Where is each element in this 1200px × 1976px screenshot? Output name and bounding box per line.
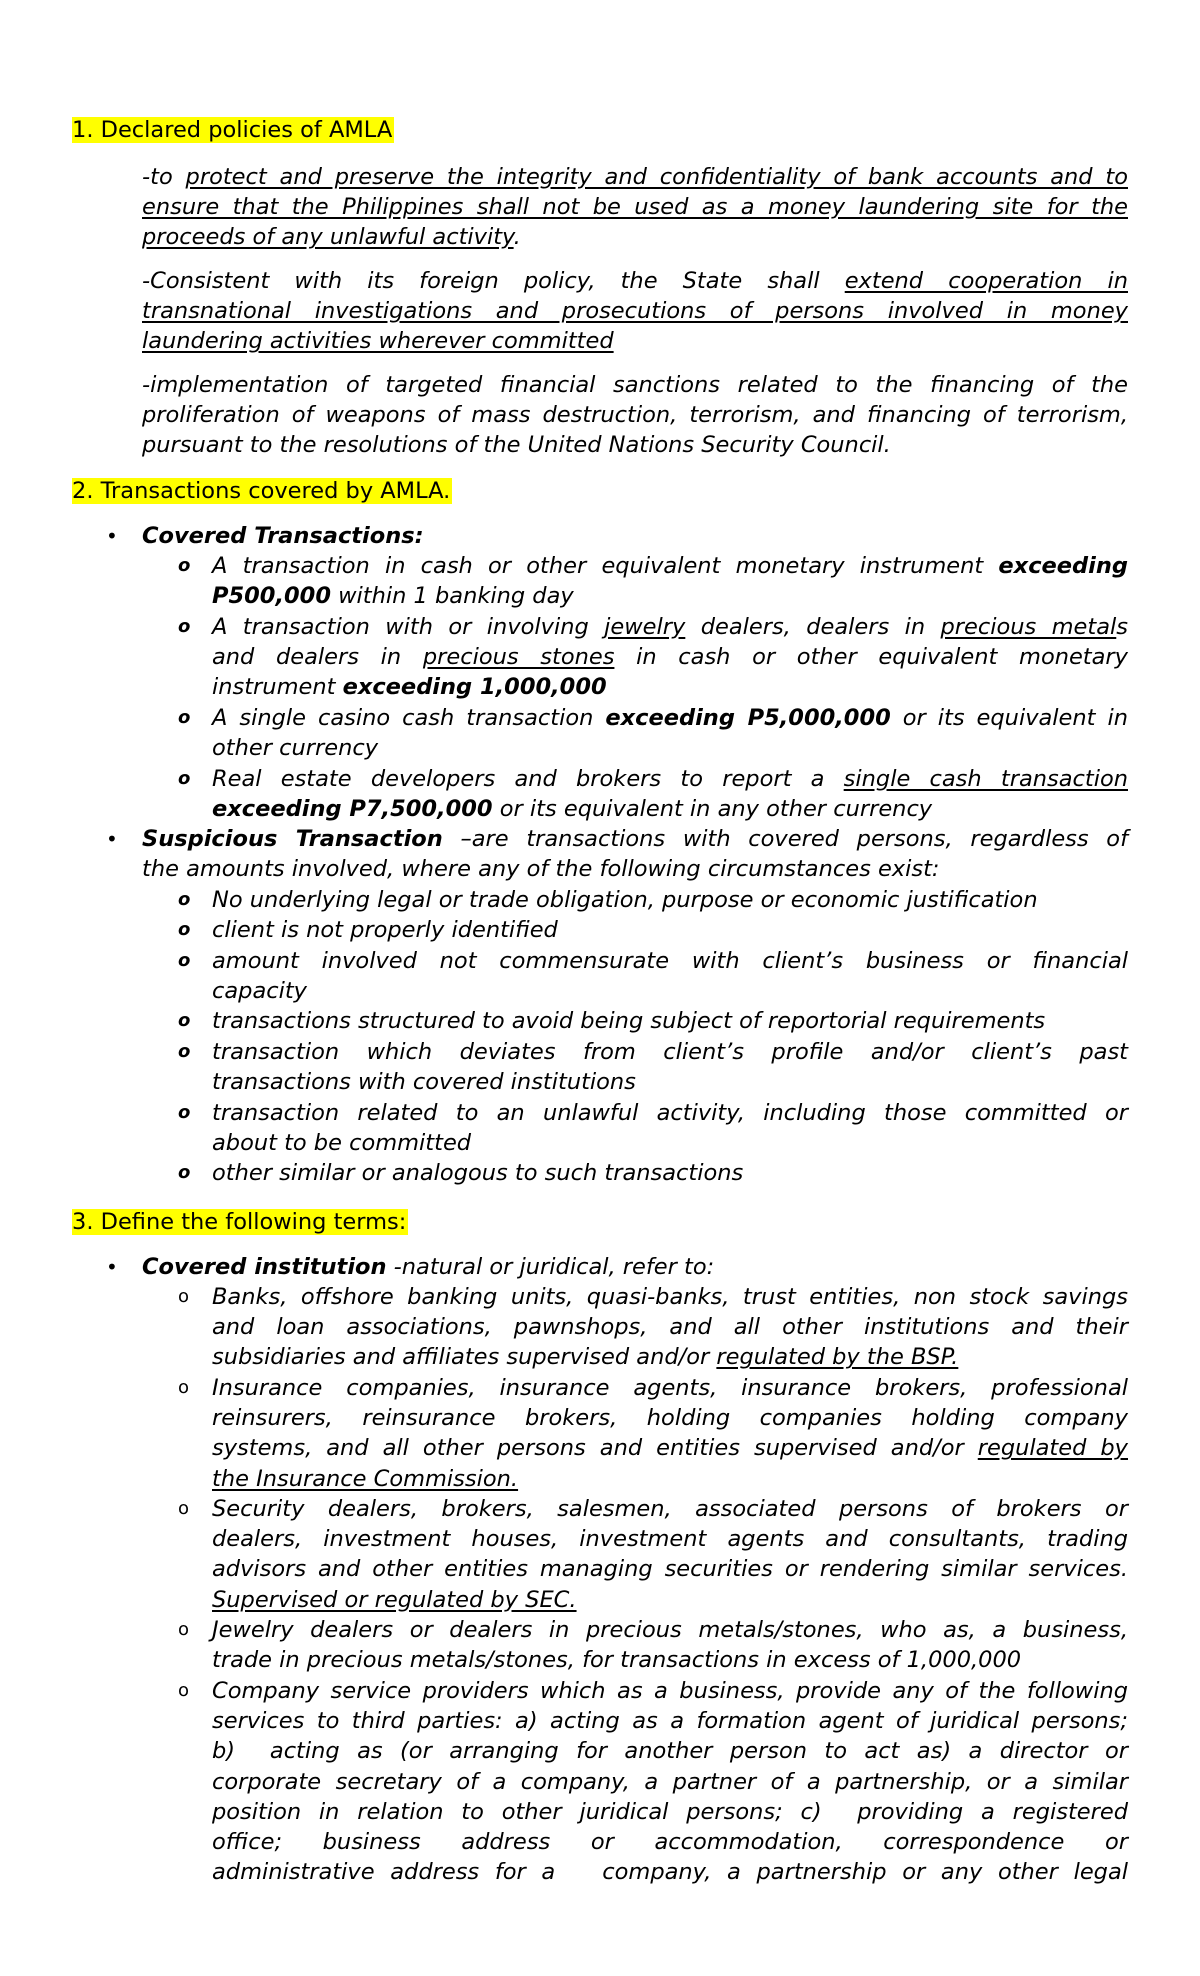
sub-bullet-icon: o [178, 1680, 190, 1701]
suspicious-item-5: transaction which deviates from client’s profile and/or client’s past transactions with covered institutions [212, 1039, 1128, 1096]
sub-bullet-icon: o [178, 1377, 190, 1398]
institution-item-1: Banks, offshore banking units, quasi-banks, trust entities, non stock savings and loan associations, pawnshops, and all other institutions and their subsidiaries and affiliates supervised and/or regulated by the BSP. [212, 1284, 1128, 1371]
institution-item-4: Jewelry dealers or dealers in precious metals/stones, who as, a business, trade in precious metals/stones, for transactions in excess of 1,000,000 [212, 1617, 1128, 1674]
sub-bullet-icon: o [178, 1498, 190, 1519]
covered-item-2: A transaction with or involving jewelry dealers, dealers in precious metals and dealers in precious stones in cash or other equivalent monetary instrument exceeding 1,000,000 [212, 614, 1128, 701]
sub-bullet-icon: o [178, 950, 191, 971]
sub-bullet-icon: o [178, 1102, 191, 1123]
policy-paragraph-3: -implementation of targeted financial sanctions related to the financing of the proliferation of weapons of mass destruction, terrorism, and financing of terrorism, pursuant to the resolutions of the United Nations Security Council. [142, 372, 1128, 459]
suspicious-item-1: No underlying legal or trade obligation, purpose or economic justification [212, 887, 1038, 913]
sub-bullet-icon: o [178, 919, 191, 940]
sub-bullet-icon: o [178, 768, 191, 789]
bullet-icon: • [106, 827, 118, 851]
institution-item-5: Company service providers which as a business, provide any of the following services to third parties: a) acting as a formation agent of juridical persons; b) acting as (or arranging for another person to act as) a director or corporate secretary of a company, a partner of a partnership, or a similar position in relation to other juridical persons; c) providing a registered office; business address or accommodation, correspondence or administrative address for a company, a partnership or any other legal [212, 1678, 1128, 1886]
covered-item-4: Real estate developers and brokers to report a single cash transaction exceeding P7,500,000 or its equivalent in any other currency [212, 766, 1128, 823]
covered-institution-title: Covered institution -natural or juridical, refer to: [142, 1254, 715, 1280]
institution-item-3: Security dealers, brokers, salesmen, associated persons of brokers or dealers, investment houses, investment agents and consultants, trading advisors and other entities managing securities or rendering similar services. Supervised or regulated by SEC. [212, 1496, 1128, 1613]
sub-bullet-icon: o [178, 1041, 191, 1062]
bullet-icon: • [106, 524, 118, 548]
bullet-icon: • [106, 1255, 118, 1279]
policy-paragraph-2: -Consistent with its foreign policy, the State shall extend cooperation in transnational investigations and prosecutions of persons involved in money laundering activities wherever committed [142, 268, 1128, 355]
policy-paragraph-1: -to protect and preserve the integrity and confidentiality of bank accounts and to ensure that the Philippines shall not be used as a money laundering site for the proceeds of any unlawful activity. [142, 164, 1128, 251]
sub-bullet-icon: o [178, 1162, 191, 1183]
institution-item-2: Insurance companies, insurance agents, insurance brokers, professional reinsurers, reinsurance brokers, holding companies holding company systems, and all other persons and entities supervised and/or regulated by the Insurance Commission. [212, 1375, 1128, 1492]
section-3-heading: 3. Define the following terms: [72, 1209, 407, 1235]
covered-item-1: A transaction in cash or other equivalent monetary instrument exceeding P500,000 within 1 banking day [212, 553, 1128, 610]
sub-bullet-icon: o [178, 707, 191, 728]
sub-bullet-icon: o [178, 889, 191, 910]
covered-item-3: A single casino cash transaction exceeding P5,000,000 or its equivalent in other currency [212, 705, 1128, 762]
suspicious-item-3: amount involved not commensurate with client’s business or financial capacity [212, 948, 1128, 1005]
section-1-heading: 1. Declared policies of AMLA [72, 117, 393, 143]
suspicious-transaction: Suspicious Transaction –are transactions with covered persons, regardless of the amounts involved, where any of the following circumstances exist: [142, 826, 1128, 883]
suspicious-item-4: transactions structured to avoid being subject of reportorial requirements [212, 1008, 1046, 1034]
suspicious-item-7: other similar or analogous to such transactions [212, 1160, 744, 1186]
section-2-heading: 2. Transactions covered by AMLA. [72, 478, 451, 504]
sub-bullet-icon: o [178, 1619, 190, 1640]
sub-bullet-icon: o [178, 1010, 191, 1031]
sub-bullet-icon: o [178, 1286, 190, 1307]
sub-bullet-icon: o [178, 616, 191, 637]
sub-bullet-icon: o [178, 555, 191, 576]
suspicious-item-6: transaction related to an unlawful activity, including those committed or about to be committed [212, 1100, 1128, 1157]
covered-transactions-title: Covered Transactions: [142, 523, 424, 549]
suspicious-item-2: client is not properly identified [212, 917, 558, 943]
